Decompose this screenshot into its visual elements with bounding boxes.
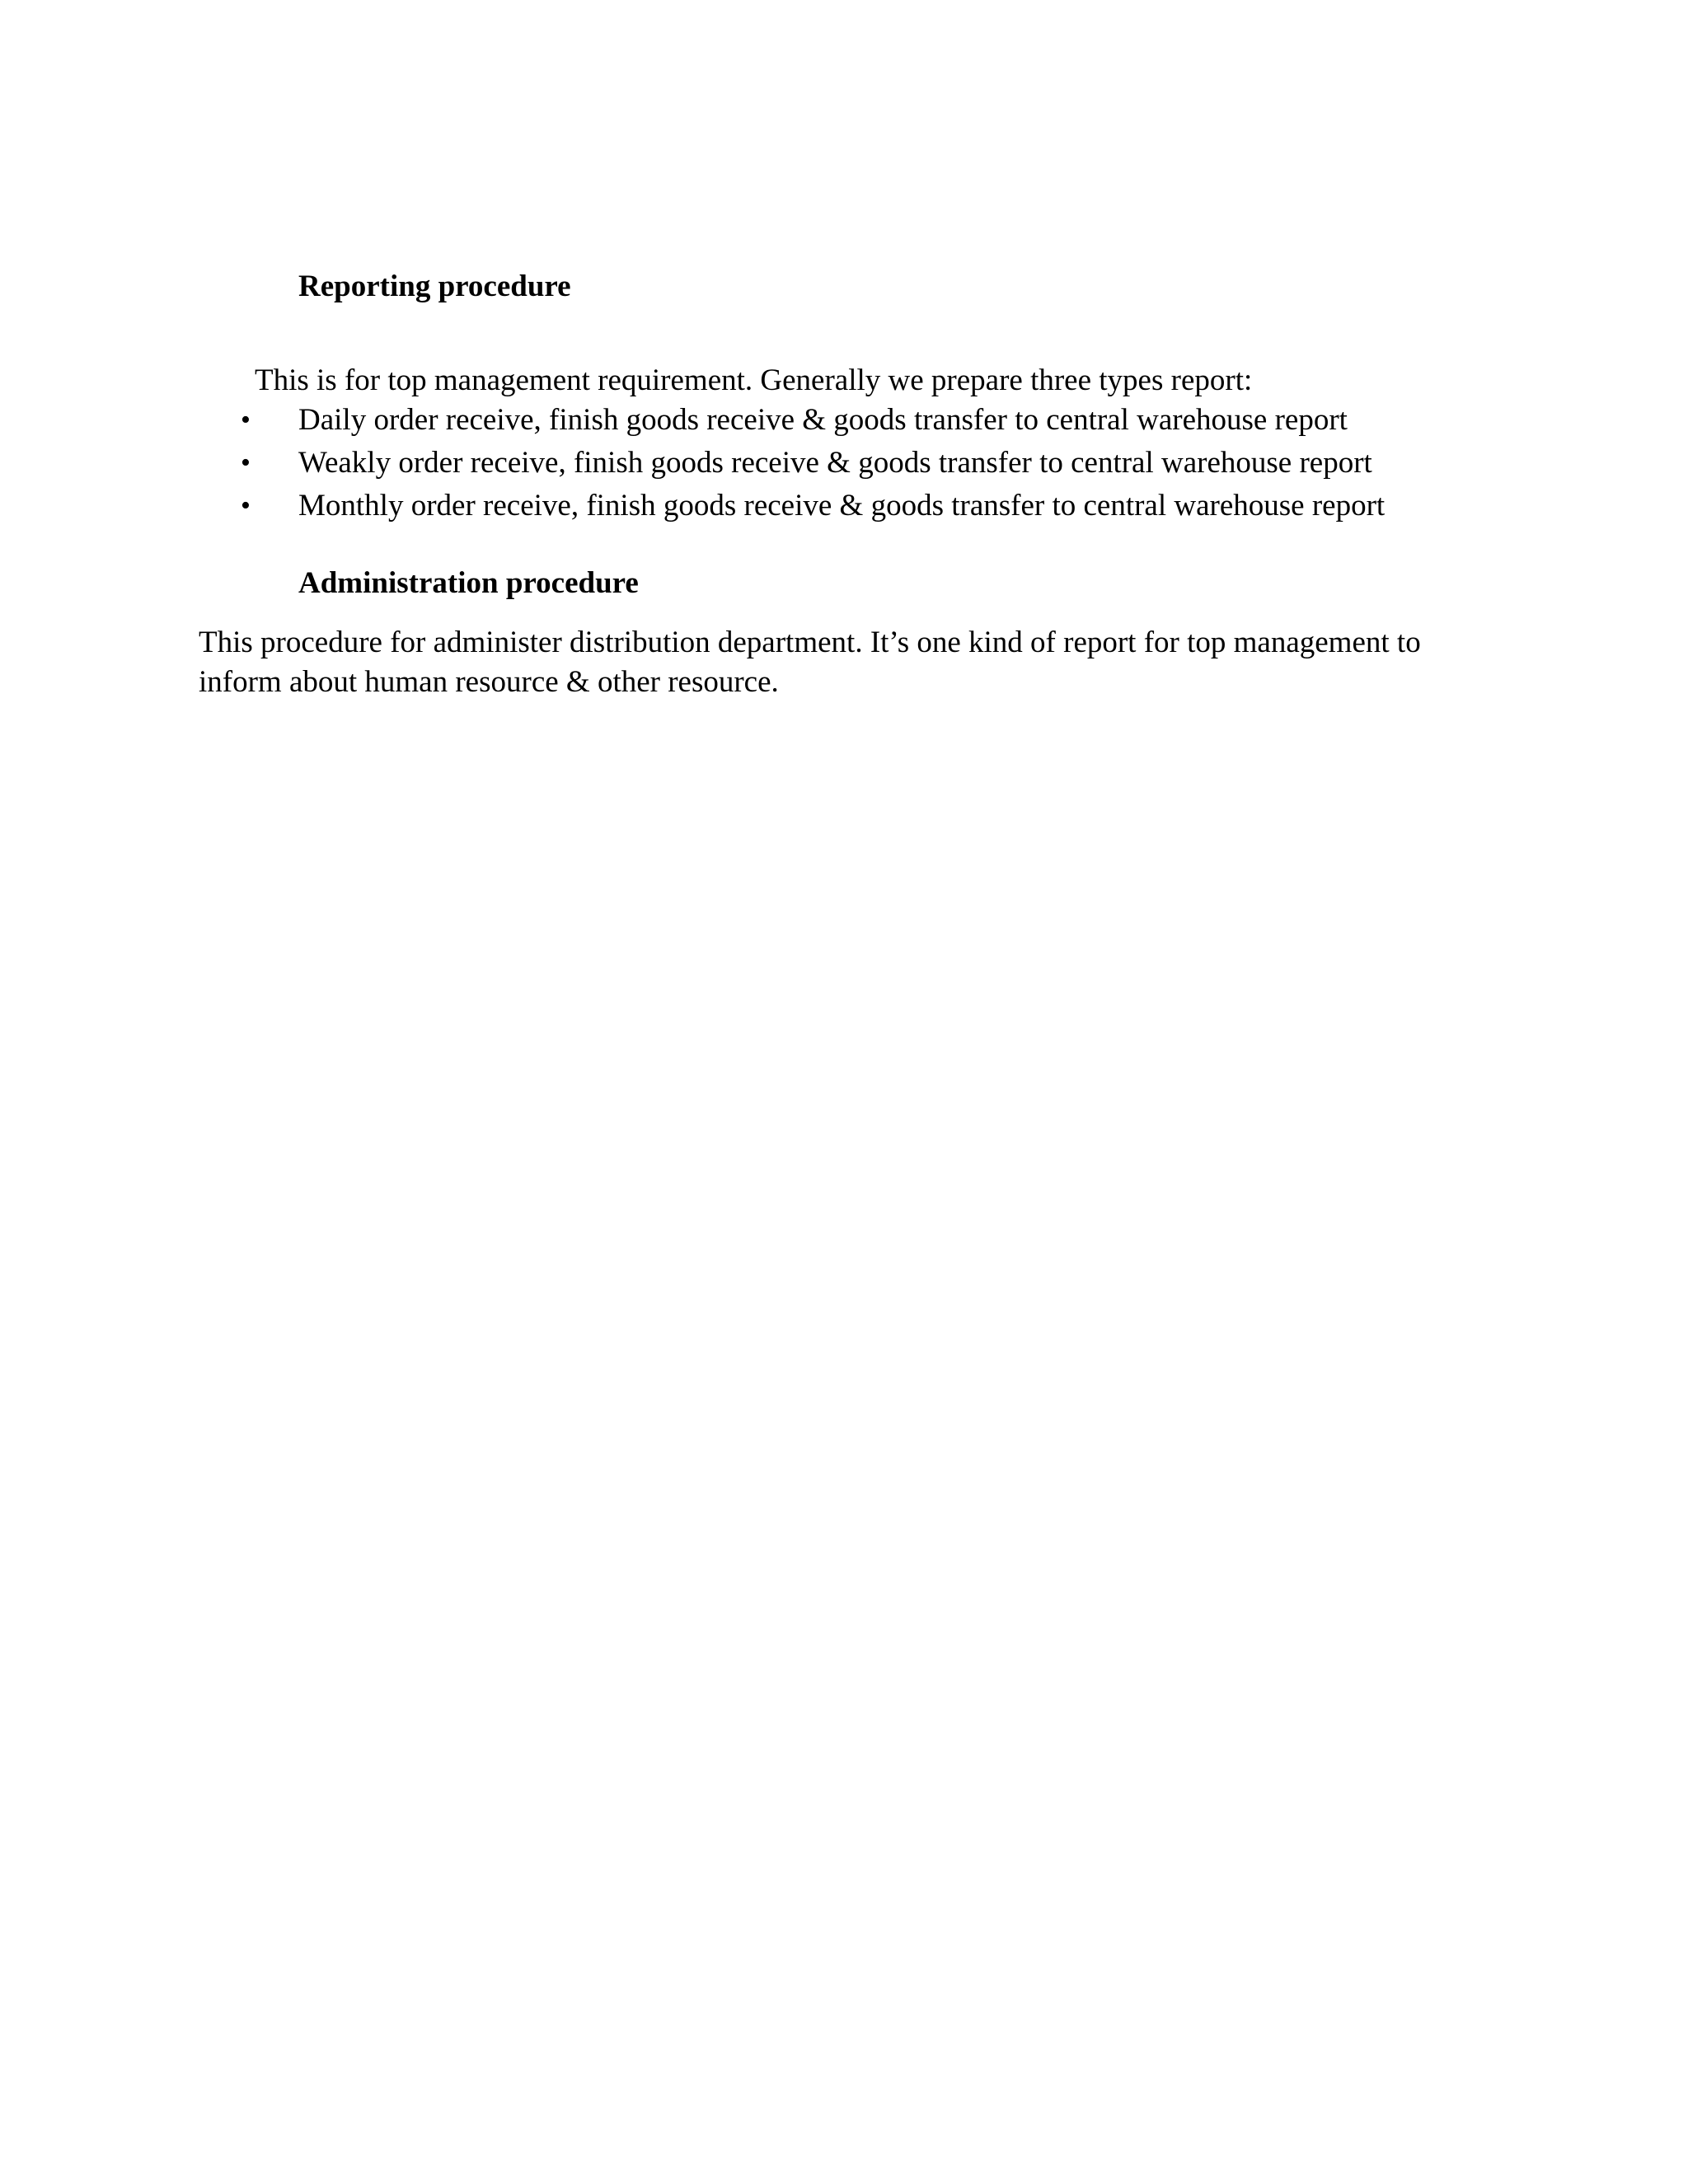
administration-paragraph [199, 623, 1451, 702]
monthly-report-text: Monthly order receive, finish goods receive & goods transfer to central warehouse report [298, 489, 1386, 523]
daily-report-text: Daily order receive, finish goods receive & goods transfer to central warehouse report [298, 403, 1348, 437]
administration-line-1: This procedure for administer distribution department. It’s one kind of report for top management to [199, 626, 1421, 659]
reporting-procedure-heading: Reporting procedure [298, 269, 571, 303]
bullet-icon: • [241, 405, 251, 435]
reporting-intro-text: This is for top management requirement. Generally we prepare three types report: [255, 363, 1253, 397]
administration-line-2: inform about human resource & other resource. [199, 665, 779, 699]
administration-procedure-heading: Administration procedure [298, 566, 639, 600]
bullet-icon: • [241, 490, 251, 521]
weekly-report-text: Weakly order receive, finish goods receive & goods transfer to central warehouse report [298, 446, 1372, 480]
bullet-icon: • [241, 448, 251, 478]
